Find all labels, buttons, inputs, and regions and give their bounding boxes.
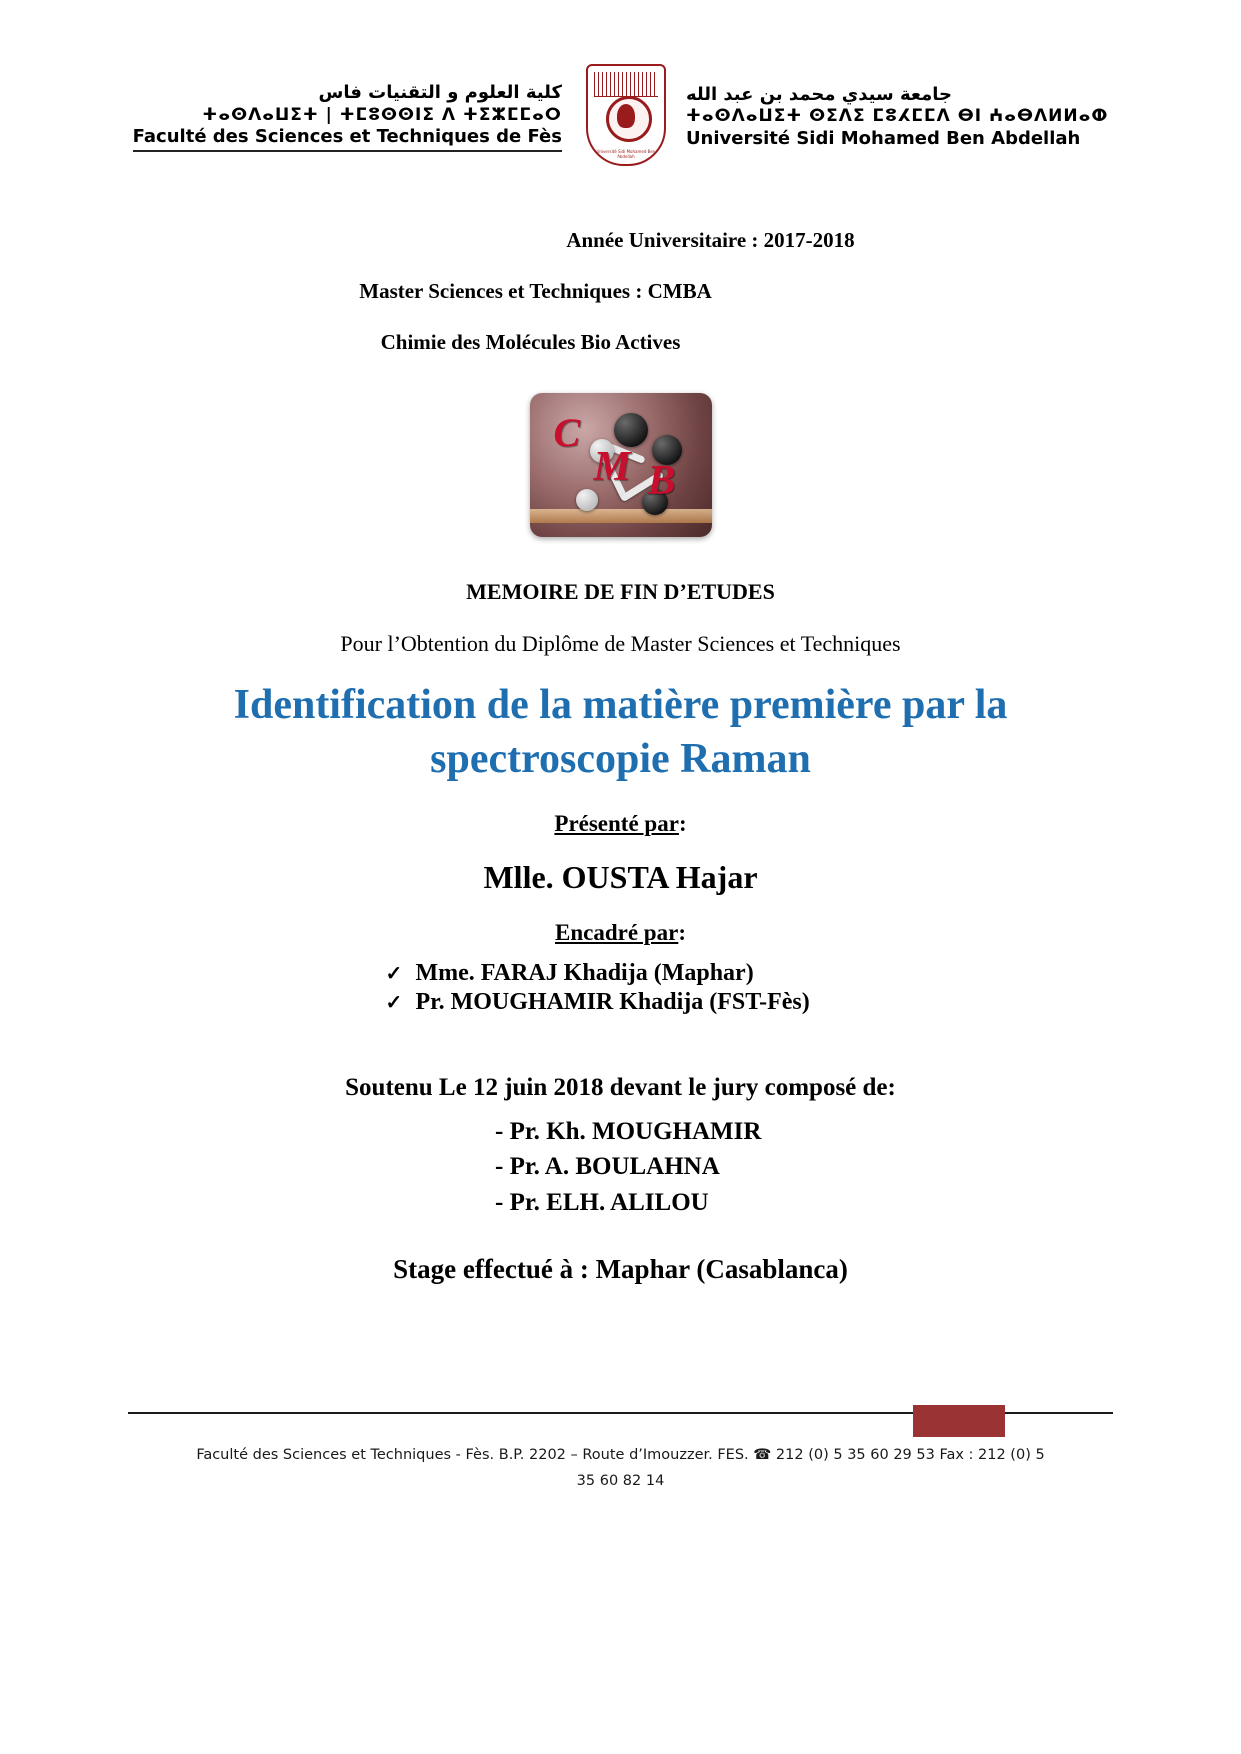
crest-inner-glyph xyxy=(617,104,635,128)
supervisor-name: Mme. FARAJ Khadija (Maphar) xyxy=(415,959,754,986)
header-university-block xyxy=(686,84,1108,150)
university-arabic-name: جامعة سيدي محمد بن عبد الله xyxy=(685,83,952,105)
faculty-french-name: Faculté des Sciences et Techniques de Fès xyxy=(133,126,562,152)
university-tifinagh-name: ⵜⴰⵙⴷⴰⵡⵉⵜ ⵙⵉⴷⵉ ⵎⵓⵃⵎⵎⴷ ⴱⵏ ⵄⴰⴱⴷⵍⵍⴰⵀ xyxy=(685,106,1109,127)
academic-year: Année Universitaire : 2017-2018 xyxy=(566,228,855,252)
molecule-atom xyxy=(614,413,648,447)
supervisors-list xyxy=(110,960,1131,1016)
crest-shield xyxy=(586,64,666,166)
footer-line-2: 35 60 82 14 xyxy=(576,1472,665,1489)
logo-letter-m: M xyxy=(593,444,631,490)
crest-rays xyxy=(594,72,658,97)
molecule-atom xyxy=(576,489,598,511)
internship-location: Stage effectué à : Maphar (Casablanca) xyxy=(393,1254,848,1284)
master-program: Master Sciences et Techniques : CMBA xyxy=(359,279,712,303)
header-faculty-block xyxy=(133,82,562,151)
logo-band xyxy=(530,509,712,523)
jury-list xyxy=(110,1114,1131,1221)
program-subtitle: Chimie des Molécules Bio Actives xyxy=(380,330,681,354)
logo-letter-b: B xyxy=(647,458,676,504)
supervised-by-colon: : xyxy=(678,919,686,945)
footer-line-1: Faculté des Sciences et Techniques - Fès. B.P. 2202 – Route d’Imouzzer. FES. ☎ 212 (0) 5 35 60 29 53 Fax : 212 (0) 5 xyxy=(196,1447,1045,1464)
faculty-arabic-name: كلية العلوم و التقنيات فاس xyxy=(318,82,562,104)
page-title: Identification de la matière première par la spectroscopie Raman xyxy=(233,682,1008,782)
crest-caption: Université Sidi Mohamed Ben Abdellah xyxy=(596,149,656,160)
list-item: - Pr. Kh. MOUGHAMIR xyxy=(495,1117,762,1145)
degree-purpose: Pour l’Obtention du Diplôme de Master Sciences et Techniques xyxy=(340,631,901,656)
page-header xyxy=(110,0,1131,172)
list-item xyxy=(386,989,856,1016)
cmb-logo-wrap xyxy=(110,393,1131,537)
list-item: - Pr. A. BOULAHNA xyxy=(495,1153,720,1180)
presented-by-text: Présenté par xyxy=(554,810,679,836)
student-name: Mlle. OUSTA Hajar xyxy=(483,858,758,895)
supervised-by-text: Encadré par xyxy=(555,919,679,945)
check-icon: ✓ xyxy=(385,962,403,985)
university-french-name: Université Sidi Mohamed Ben Abdellah xyxy=(685,127,1081,149)
supervisor-name: Pr. MOUGHAMIR Khadija (FST-Fès) xyxy=(415,988,810,1015)
supervised-by-label xyxy=(110,920,1131,946)
document-type: MEMOIRE DE FIN D’ETUDES xyxy=(466,579,775,604)
logo-letter-c: C xyxy=(553,410,581,455)
university-crest-icon xyxy=(580,62,668,172)
list-item: - Pr. ELH. ALILOU xyxy=(495,1188,709,1216)
footer-accent-block xyxy=(913,1405,1005,1437)
presented-by-label xyxy=(110,811,1131,837)
footer-contact xyxy=(118,1443,1123,1494)
defense-statement: Soutenu Le 12 juin 2018 devant le jury composé de: xyxy=(345,1073,896,1101)
presented-by-colon: : xyxy=(678,810,687,836)
faculty-tifinagh-name: ⵜⴰⵙⴷⴰⵡⵉⵜ | ⵜⵎⵓⵙⵙⵏⵉ ⴷ ⵜⵉⵣⵎⵎⴰⵔ xyxy=(202,104,562,125)
check-icon: ✓ xyxy=(385,991,403,1014)
list-item xyxy=(386,960,856,987)
footer-rule-wrap xyxy=(118,1405,1123,1421)
cmba-logo-icon xyxy=(530,393,712,537)
page-footer xyxy=(0,1405,1241,1494)
